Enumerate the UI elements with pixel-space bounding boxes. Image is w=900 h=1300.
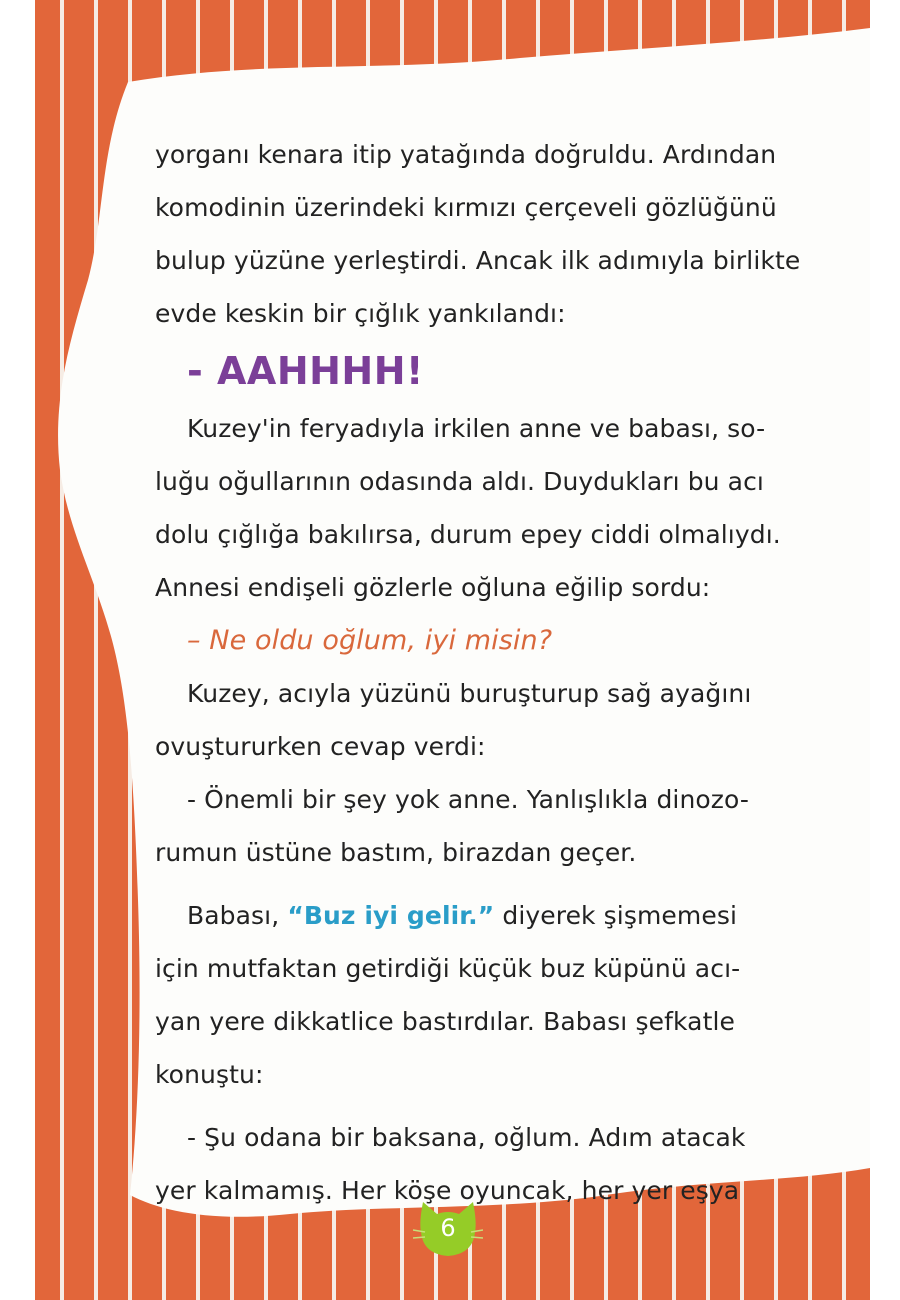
text-line: konuştu: [155, 1060, 264, 1089]
text-segment: Babası, [187, 901, 288, 930]
text-line: yer kalmamış. Her köşe oyuncak, her yer eşya [155, 1176, 740, 1205]
text-line: dolu çığlığa bakılırsa, durum epey ciddi olmalıydı. [155, 520, 781, 549]
story-text [155, 128, 801, 1217]
text-line: - Önemli bir şey yok anne. Yanlışlıkla dinozo- [187, 785, 749, 814]
text-line: yan yere dikkatlice bastırdılar. Babası şefkatle [155, 1007, 735, 1036]
text-line: rumun üstüne bastım, birazdan geçer. [155, 838, 637, 867]
text-line [155, 889, 738, 942]
page-number: 6 [440, 1214, 456, 1242]
text-line: luğu oğullarının odasında aldı. Duydukları bu acı [155, 467, 764, 496]
text-line: bulup yüzüne yerleştirdi. Ancak ilk adımıyla birlikte [155, 246, 801, 275]
text-line: komodinin üzerindeki kırmızı çerçeveli gözlüğünü [155, 193, 777, 222]
text-line: ovuştururken cevap verdi: [155, 732, 486, 761]
shout-line: - AAHHHH! [187, 349, 424, 393]
text-line: için mutfaktan getirdiği küçük buz küpünü acı- [155, 954, 741, 983]
text-line: Annesi endişeli gözlerle oğluna eğilip sordu: [155, 573, 711, 602]
father-speech: “Buz iyi gelir.” [287, 901, 495, 930]
mother-speech: – Ne oldu oğlum, iyi misin? [187, 625, 553, 656]
text-segment: diyerek şişmemesi [494, 901, 738, 930]
text-line: yorganı kenara itip yatağında doğruldu. Ardından [155, 140, 777, 169]
text-line: Kuzey, acıyla yüzünü buruşturup sağ ayağını [187, 679, 752, 708]
text-line: - Şu odana bir baksana, oğlum. Adım atacak [187, 1123, 746, 1152]
text-line: Kuzey'in feryadıyla irkilen anne ve babası, so- [187, 414, 766, 443]
text-line: evde keskin bir çığlık yankılandı: [155, 299, 566, 328]
